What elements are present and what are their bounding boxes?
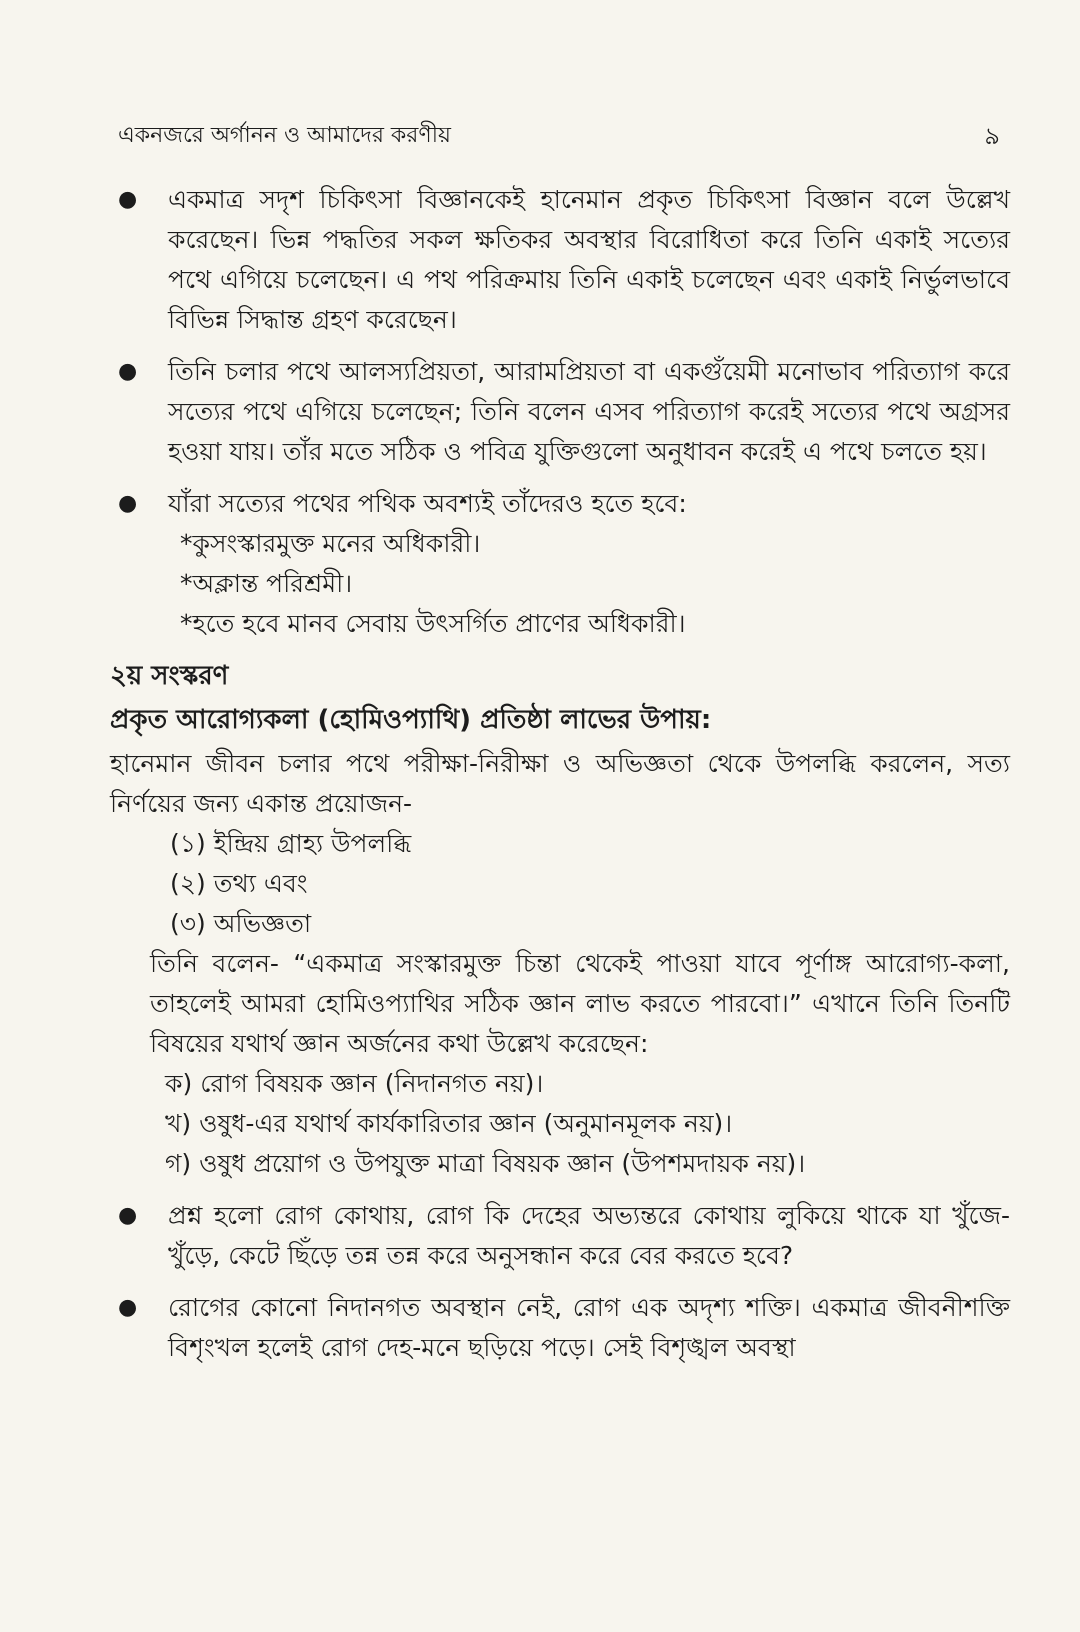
knowledge-item: ক) রোগ বিষয়ক জ্ঞান (নিদানগত নয়)। <box>165 1069 544 1098</box>
requirement-item: *অক্লান্ত পরিশ্রমী। <box>180 569 353 598</box>
bullet-icon: ● <box>118 359 138 384</box>
bullet-icon: ● <box>118 1203 138 1228</box>
quote-paragraph: তিনি বলেন- “একমাত্র সংস্কারমুক্ত চিন্তা থেকেই পাওয়া যাবে পূর্ণাঙ্গ আরোগ্য-কলা, তাহলেই আমরা হোমিওপ্যাথির সঠিক জ্ঞান লাভ করতে পারবো।” এখানে তিনি তিনটি বিষয়ের যথার্থ জ্ঞান অর্জনের কথা উল্লেখ করেছেন: <box>150 949 1010 1058</box>
bullet-text: যাঁরা সত্যের পথের পথিক অবশ্যই তাঁদেরও হতে হবে: <box>168 489 687 518</box>
bullet-item <box>110 352 1010 472</box>
page-number: ৯ <box>984 122 1000 150</box>
section-subheading: প্রকৃত আরোগ্যকলা (হোমিওপ্যাথি) প্রতিষ্ঠা লাভের উপায়: <box>110 705 712 735</box>
bullet-text: একমাত্র সদৃশ চিকিৎসা বিজ্ঞানকেই হানেমান প্রকৃত চিকিৎসা বিজ্ঞান বলে উল্লেখ করেছেন। ভিন্ন পদ্ধতির সকল ক্ষতিকর অবস্থার বিরোধিতা করে তিনি একাই সত্যের পথে এগিয়ে চলেছেন। এ পথ পরিক্রমায় তিনি একাই চলেছেন এবং একাই নির্ভুলভাবে বিভিন্ন সিদ্ধান্ত গ্রহণ করেছেন। <box>168 185 1010 334</box>
page-content <box>110 180 1010 1380</box>
bullet-item <box>110 1288 1010 1368</box>
knowledge-item: খ) ওষুধ-এর যথার্থ কার্যকারিতার জ্ঞান (অনুমানমূলক নয়)। <box>165 1109 733 1138</box>
running-title: একনজরে অর্গানন ও আমাদের করণীয় <box>118 123 451 148</box>
knowledge-item: গ) ওষুধ প্রয়োগ ও উপযুক্ত মাত্রা বিষয়ক জ্ঞান (উপশমদায়ক নয়)। <box>165 1149 806 1178</box>
section-intro: হানেমান জীবন চলার পথে পরীক্ষা-নিরীক্ষা ও অভিজ্ঞতা থেকে উপলব্ধি করলেন, সত্য নির্ণয়ের জন্য একান্ত প্রয়োজন- <box>110 749 1010 818</box>
bullet-item <box>110 484 1010 644</box>
bullet-text: প্রশ্ন হলো রোগ কোথায়, রোগ কি দেহের অভ্যন্তরে কোথায় লুকিয়ে থাকে যা খুঁজে-খুঁড়ে, কেটে ছিঁড়ে তন্ন তন্ন করে অনুসন্ধান করে বের করতে হবে? <box>168 1201 1010 1270</box>
numbered-item: (৩) অভিজ্ঞতা <box>170 909 312 938</box>
bullet-item <box>110 180 1010 340</box>
bullet-text: তিনি চলার পথে আলস্যপ্রিয়তা, আরামপ্রিয়তা বা একগুঁয়েমী মনোভাব পরিত্যাগ করে সত্যের পথে এগিয়ে চলেছেন; তিনি বলেন এসব পরিত্যাগ করেই সত্যের পথে অগ্রসর হওয়া যায়। তাঁর মতে সঠিক ও পবিত্র যুক্তিগুলো অনুধাবন করেই এ পথে চলতে হয়। <box>168 357 1010 466</box>
numbered-item: (১) ইন্দ্রিয় গ্রাহ্য উপলব্ধি <box>170 829 412 858</box>
bullet-icon: ● <box>118 491 138 516</box>
bullet-item <box>110 1196 1010 1276</box>
requirement-item: *হতে হবে মানব সেবায় উৎসর্গিত প্রাণের অধিকারী। <box>180 609 686 638</box>
section-heading: ২য় সংস্করণ <box>110 661 229 691</box>
page-header <box>118 112 1000 152</box>
requirement-item: *কুসংস্কারমুক্ত মনের অধিকারী। <box>180 529 481 558</box>
bullet-icon: ● <box>118 187 138 212</box>
bullet-icon: ● <box>118 1295 138 1320</box>
numbered-item: (২) তথ্য এবং <box>170 869 308 898</box>
bullet-text: রোগের কোনো নিদানগত অবস্থান নেই, রোগ এক অদৃশ্য শক্তি। একমাত্র জীবনীশক্তি বিশৃংখল হলেই রোগ দেহ-মনে ছড়িয়ে পড়ে। সেই বিশৃঙ্খল অবস্থা <box>168 1293 1010 1362</box>
